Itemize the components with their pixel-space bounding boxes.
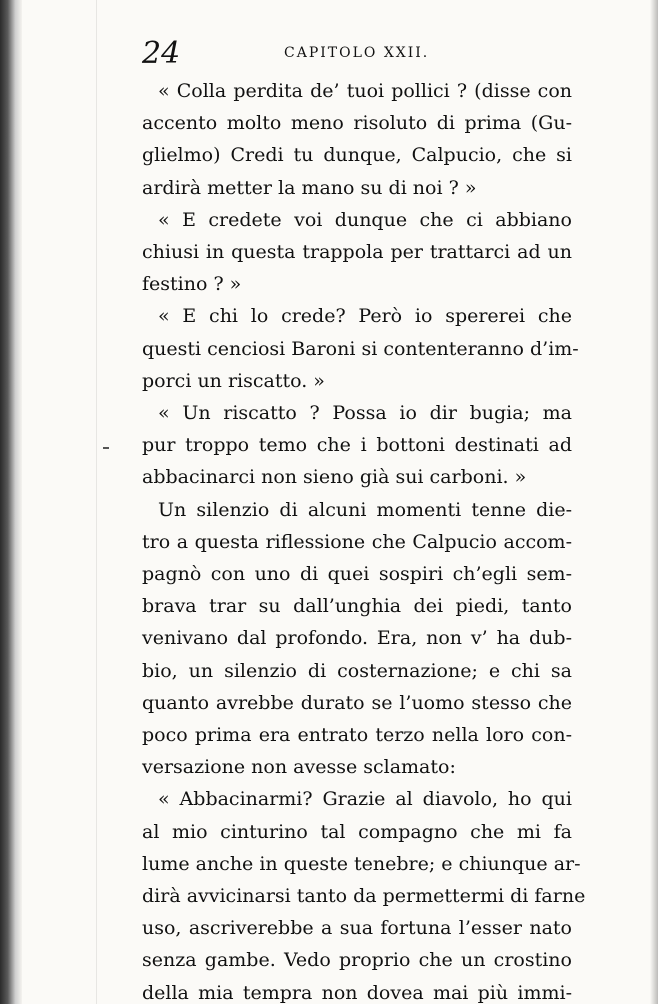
text-line: « Un riscatto ? Possa io dir bugia; ma: [158, 402, 572, 425]
running-head: CAPITOLO XXII.: [284, 45, 430, 61]
text-line: uso, ascriverebbe a sua fortuna l’esser nato: [142, 917, 572, 940]
page-edge-line: [96, 0, 97, 1004]
text-line: questi cenciosi Baroni si contenteranno d’im-: [142, 337, 579, 360]
text-line: « E chi lo crede? Però io spererei che: [158, 305, 572, 328]
binding-shadow: [0, 0, 22, 1004]
text-line: festino ? »: [142, 273, 242, 296]
text-line: Un silenzio di alcuni momenti tenne die-: [158, 498, 572, 521]
text-line: poco prima era entrato terzo nella loro con-: [142, 724, 572, 747]
text-line: « Colla perdita de’ tuoi pollici ? (disse con: [158, 80, 572, 102]
body-text: [142, 75, 586, 1004]
text-line: abbacinarci non sieno già sui carboni. »: [142, 466, 527, 489]
text-line: della mia tempra non dovea mai più immi-: [142, 981, 572, 1004]
text-line: tro a questa riflessione che Calpucio accom-: [142, 530, 572, 553]
text-line: brava trar su dall’unghia dei piedi, tanto: [142, 595, 572, 618]
text-line: pur troppo temo che i bottoni destinati ad: [142, 434, 572, 457]
text-line: quanto avrebbe durato se l’uomo stesso che: [142, 691, 572, 714]
right-edge-shadow: [650, 0, 658, 1004]
text-line: al mio cinturino tal compagno che mi fa: [142, 820, 572, 843]
text-line: chiusi in questa trappola per trattarci ad un: [142, 241, 572, 264]
text-line: glielmo) Credi tu dunque, Calpucio, che si: [142, 144, 572, 167]
text-line: lume anche in queste tenebre; e chiunque ar-: [142, 852, 581, 875]
page-header: [142, 34, 572, 74]
text-line: dirà avvicinarsi tanto da permettermi di farne: [142, 885, 586, 908]
text-line: senza gambe. Vedo proprio che un crostino: [142, 949, 572, 972]
text-line: porci un riscatto. »: [142, 369, 325, 392]
text-line: ardirà metter la mano su di noi ? »: [142, 176, 477, 199]
text-line: « E credete voi dunque che ci abbiano: [158, 208, 572, 231]
text-line: venivano dal profondo. Era, non v’ ha dub-: [142, 627, 572, 650]
text-line: versazione non avesse sclamato:: [142, 756, 456, 779]
text-line: « Abbacinarmi? Grazie al diavolo, ho qui: [158, 788, 572, 811]
margin-mark: [103, 447, 109, 449]
page-number: 24: [142, 36, 181, 71]
text-line: pagnò con uno di quei sospiri ch’egli sem-: [142, 563, 572, 586]
text-line: accento molto meno risoluto di prima (Gu-: [142, 112, 572, 135]
text-line: bio, un silenzio di costernazione; e chi sa: [142, 659, 572, 682]
